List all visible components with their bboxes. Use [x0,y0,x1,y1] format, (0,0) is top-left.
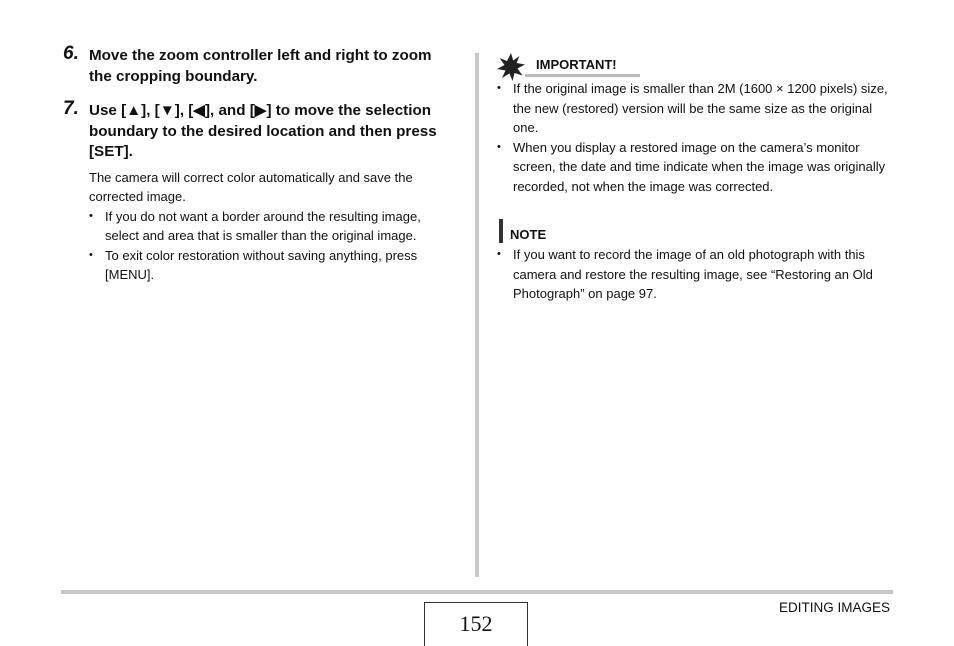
column-divider [475,53,479,577]
important-bullets [497,79,897,196]
note-label: NOTE [510,227,547,242]
important-label: IMPORTANT! [536,57,617,72]
bullet-text: When you display a restored image on the camera’s monitor screen, the date and time indicate when the image was originally recorded, not when the image was corrected. [513,139,886,194]
step-6 [63,43,455,87]
note-header [497,219,897,245]
page-number-box [424,602,528,646]
step-number: 6. [63,43,79,64]
bullet-icon: • [497,82,501,94]
list-item [497,138,897,197]
bullet-text: If you want to record the image of an old photograph with this camera and restore the resulting image, see “Restoring an Old Photograph” on page 97. [513,247,873,301]
step-body: The camera will correct color automatically and save the corrected image. [89,169,413,204]
note-bar-icon [499,219,503,243]
bullet-text: If you do not want a border around the resulting image, select and area that is smaller than the original image. [105,208,421,243]
left-column [63,43,455,299]
list-item [89,207,455,246]
section-label: EDITING IMAGES [778,600,890,615]
bullet-icon: • [497,248,501,260]
important-rule [525,74,640,77]
right-column [497,55,897,304]
bullet-text: If the original image is smaller than 2M (1600 × 1200 pixels) size, the new (restored) version will be the same size as the original one. [513,81,888,135]
bullet-text: To exit color restoration without saving anything, press [MENU]. [105,247,418,282]
step-bullets [89,207,455,285]
list-item [497,79,897,138]
bullet-icon: • [89,248,93,261]
page-number: 152 [459,611,493,636]
burst-icon [497,53,525,81]
note-bullets [497,245,897,304]
list-item [497,245,897,304]
bullet-icon: • [89,209,93,222]
step-number: 7. [63,98,79,119]
list-item [89,246,455,285]
bullet-icon: • [497,140,501,153]
footer-rule [61,590,893,594]
important-header [497,55,897,77]
step-7 [63,98,455,285]
step-title: Move the zoom controller left and right to zoom the cropping boundary. [89,47,432,85]
step-title: Use [▲], [▼], [◀], and [▶] to move the selection boundary to the desired location and then press [SET]. [89,102,437,160]
